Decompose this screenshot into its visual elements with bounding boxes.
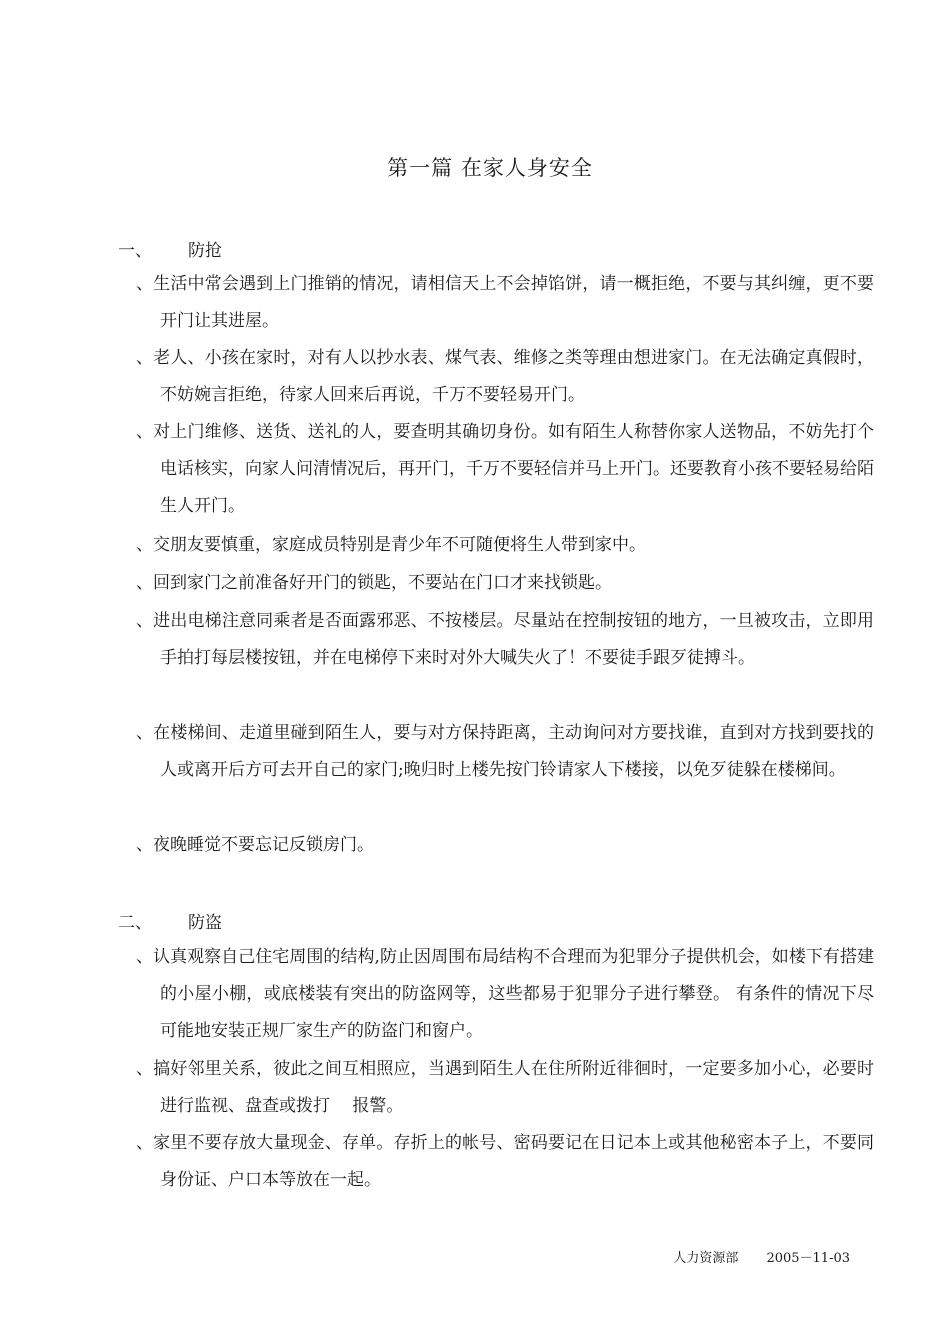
list-item: 、交朋友要慎重，家庭成员特别是青少年不可随便将生人带到家中。 <box>136 535 646 555</box>
page-title: 第一篇 在家人身安全 <box>387 156 593 180</box>
section-heading-rob <box>118 236 222 261</box>
list-item: 、对上门维修、送货、送礼的人，要查明其确切身份。如有陌生人称替你家人送物品，不妨先打个电话核实，向家人问清情况后，再开门，千万不要轻信并马上开门。还要教育小孩不要轻易给陌生人开门。 <box>136 422 874 516</box>
list-item: 、在楼梯间、走道里碰到陌生人，要与对方保持距离，主动询问对方要找谁，直到对方找到要找的人或离开后方可去开自己的家门;晚归时上楼先按门铃请家人下楼接，以免歹徒躲在楼梯间。 <box>136 723 874 780</box>
section-number: 二、 <box>118 913 152 933</box>
list-item: 、生活中常会遇到上门推销的情况，请相信天上不会掉馅饼，请一概拒绝，不要与其纠缠，更不要开门让其进屋。 <box>136 274 874 331</box>
list-item: 、老人、小孩在家时，对有人以抄水表、煤气表、维修之类等理由想进家门。在无法确定真假时，不妨婉言拒绝，待家人回来后再说，千万不要轻易开门。 <box>136 348 874 405</box>
list-item: 、认真观察自己住宅周围的结构,防止因周围布局结构不合理而为犯罪分子提供机会，如楼下有搭建的小屋小棚，或底楼装有突出的防盗网等，这些都易于犯罪分子进行攀登。 有条件的情况下尽可能地安装正规厂家生产的防盗门和窗户。 <box>136 947 874 1041</box>
list-item: 、搞好邻里关系，彼此之间互相照应，当遇到陌生人在住所附近徘徊时，一定要多加小心，必要时进行监视、盘查或拨打 报警。 <box>136 1059 874 1116</box>
section-number: 一、 <box>118 241 152 261</box>
list-item: 、回到家门之前准备好开门的锁匙，不要站在门口才来找锁匙。 <box>136 573 612 593</box>
section-heading-theft <box>118 908 222 933</box>
list-item: 、家里不要存放大量现金、存单。存折上的帐号、密码要记在日记本上或其他秘密本子上，不要同身份证、户口本等放在一起。 <box>136 1133 874 1190</box>
list-item: 、进出电梯注意同乘者是否面露邪恶、不按楼层。尽量站在控制按钮的地方，一旦被攻击，立即用手拍打每层楼按钮，并在电梯停下来时对外大喊失火了！不要徒手跟歹徒搏斗。 <box>136 611 874 668</box>
footer-date: 2005－11-03 <box>766 1251 850 1266</box>
list-item: 、夜晚睡觉不要忘记反锁房门。 <box>136 835 374 855</box>
page-footer <box>673 1247 850 1266</box>
footer-department: 人力资源部 <box>673 1251 739 1266</box>
section-title: 防抢 <box>188 241 222 261</box>
section-title: 防盗 <box>188 913 222 933</box>
